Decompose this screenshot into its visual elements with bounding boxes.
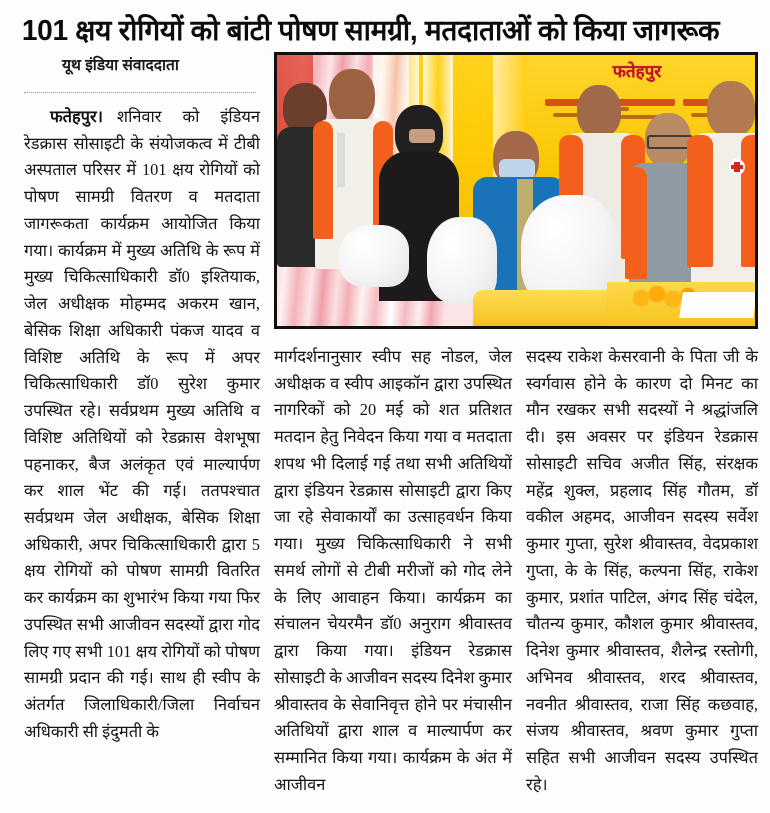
article-column-1 — [24, 104, 260, 746]
column-2-paragraph — [274, 344, 512, 798]
dateline: फतेहपुर। — [50, 107, 103, 126]
column-1-text: शनिवार को इंडियन रेडक्रास सोसाइटी के संयोजकत्व में टीबी अस्पताल परिसर में 101 क्षय रोगियों को पोषण सामग्री वितरण व मतदाता जागरूकता कार्यक्रम आयोजित किया गया। कार्यक्रम में मुख्य अतिथि के रूप में मुख्य चिकित्साधिकारी डॉ0 इश्तियाक, जेल अधीक्षक मोहम्मद अकरम खान, बेसिक शिक्षा अधिकारी पंकज यादव व विशिष्ट अतिथि के रूप में अपर चिकित्साधिकारी डॉ0 सुरेश कुमार उपस्थित रहे। सर्वप्रथम मुख्य अतिथि व विशिष्ट अतिथियों को रेडक्रास वेशभूषा पहनाकर, बैज अलंकृत एवं माल्यार्पण कर शाल भेंट की गई। ततपश्चात सर्वप्रथम जेल अधीक्षक, बेसिक शिक्षा अधिकारी, अपर चिकित्साधिकारी द्वारा 5 क्षय रोगियों को पोषण सामग्री वितरित कर कार्यक्रम का शुभारंभ किया गया फिर उपस्थित सभी आजीवन सदस्यों द्वारा गोद लिए गए सभी 101 क्षय रोगियों को पोषण सामग्री प्रदान की गई। साथ ही स्वीप के अंतर्गत जिलाधिकारी/जिला निर्वाचन अधिकारी सी इंदुमती के — [24, 107, 260, 741]
page-title: 101 क्षय रोगियों को बांटी पोषण सामग्री, मतदाताओं को किया जागरूक — [21, 15, 720, 47]
article-column-3 — [526, 344, 758, 798]
article-column-2 — [274, 344, 512, 798]
column-3-text: सदस्य राकेश केसरवानी के पिता जी के स्वर्गवास होने के कारण दो मिनट का मौन रखकर सभी सदस्यों ने श्रद्धांजलि दी। इस अवसर पर इंडियन रेडक्रास सोसाइटी सचिव अजीत सिंह, संरक्षक महेंद्र शुक्ल, प्रहलाद सिंह गौतम, डॉ वकील अहमद, आजीवन सदस्य सर्वेश कुमार गुप्ता, सुरेश श्रीवास्तव, वेदप्रकाश गुप्ता, के के सिंह, कल्पना सिंह, राकेश कुमार, प्रशांत पाटिल, अंगद सिंह चंदेल, चौतन्य कुमार, कौशल कुमार श्रीवास्तव, दिनेश कुमार श्रीवास्तव, शैलेन्द्र रस्तोगी, अभिनव श्रीवास्तव, शरद श्रीवास्तव, नवनीत श्रीवास्तव, राजा सिंह कछवाह, संजय श्रीवास्तव, श्रवण कुमार गुप्ता सहित सभी आजीवन सदस्य उपस्थित रहे। — [526, 347, 758, 794]
column-1-paragraph — [24, 104, 260, 746]
article-body — [12, 0, 758, 813]
column-3-paragraph — [526, 344, 758, 798]
banner-title-text: फतेहपुर — [612, 62, 662, 81]
column-2-text: मार्गदर्शनानुसार स्वीप सह नोडल, जेल अधीक्षक व स्वीप आइकॉन द्वारा उपस्थित नागरिकों को 20 मई को शत प्रतिशत मतदान हेतु निवेदन किया गया व मतदाता शपथ भी दिलाई गई तथा सभी अतिथियों द्वारा इंडियन रेडक्रास सोसाइटी द्वारा किए जा रहे सेवाकार्यों का उत्साहवर्धन किया गया। मुख्य चिकित्साधिकारी ने सभी समर्थ लोगों से टीबी मरीजों को गोद लेने के लिए आवाहन किया। कार्यक्रम का संचालन चेयरमैन डॉ0 अनुराग श्रीवास्तव द्वारा किया गया। इंडियन रेडक्रास सोसाइटी के आजीवन सदस्य दिनेश कुमार श्रीवास्तव के सेवानिवृत्त होने पर मंचासीन अतिथियों द्वारा शाल व माल्यार्पण कर सम्मानित किया गया। कार्यक्रम के अंत में आजीवन — [274, 347, 512, 794]
byline: यूथ इंडिया संवाददाता — [62, 56, 179, 74]
